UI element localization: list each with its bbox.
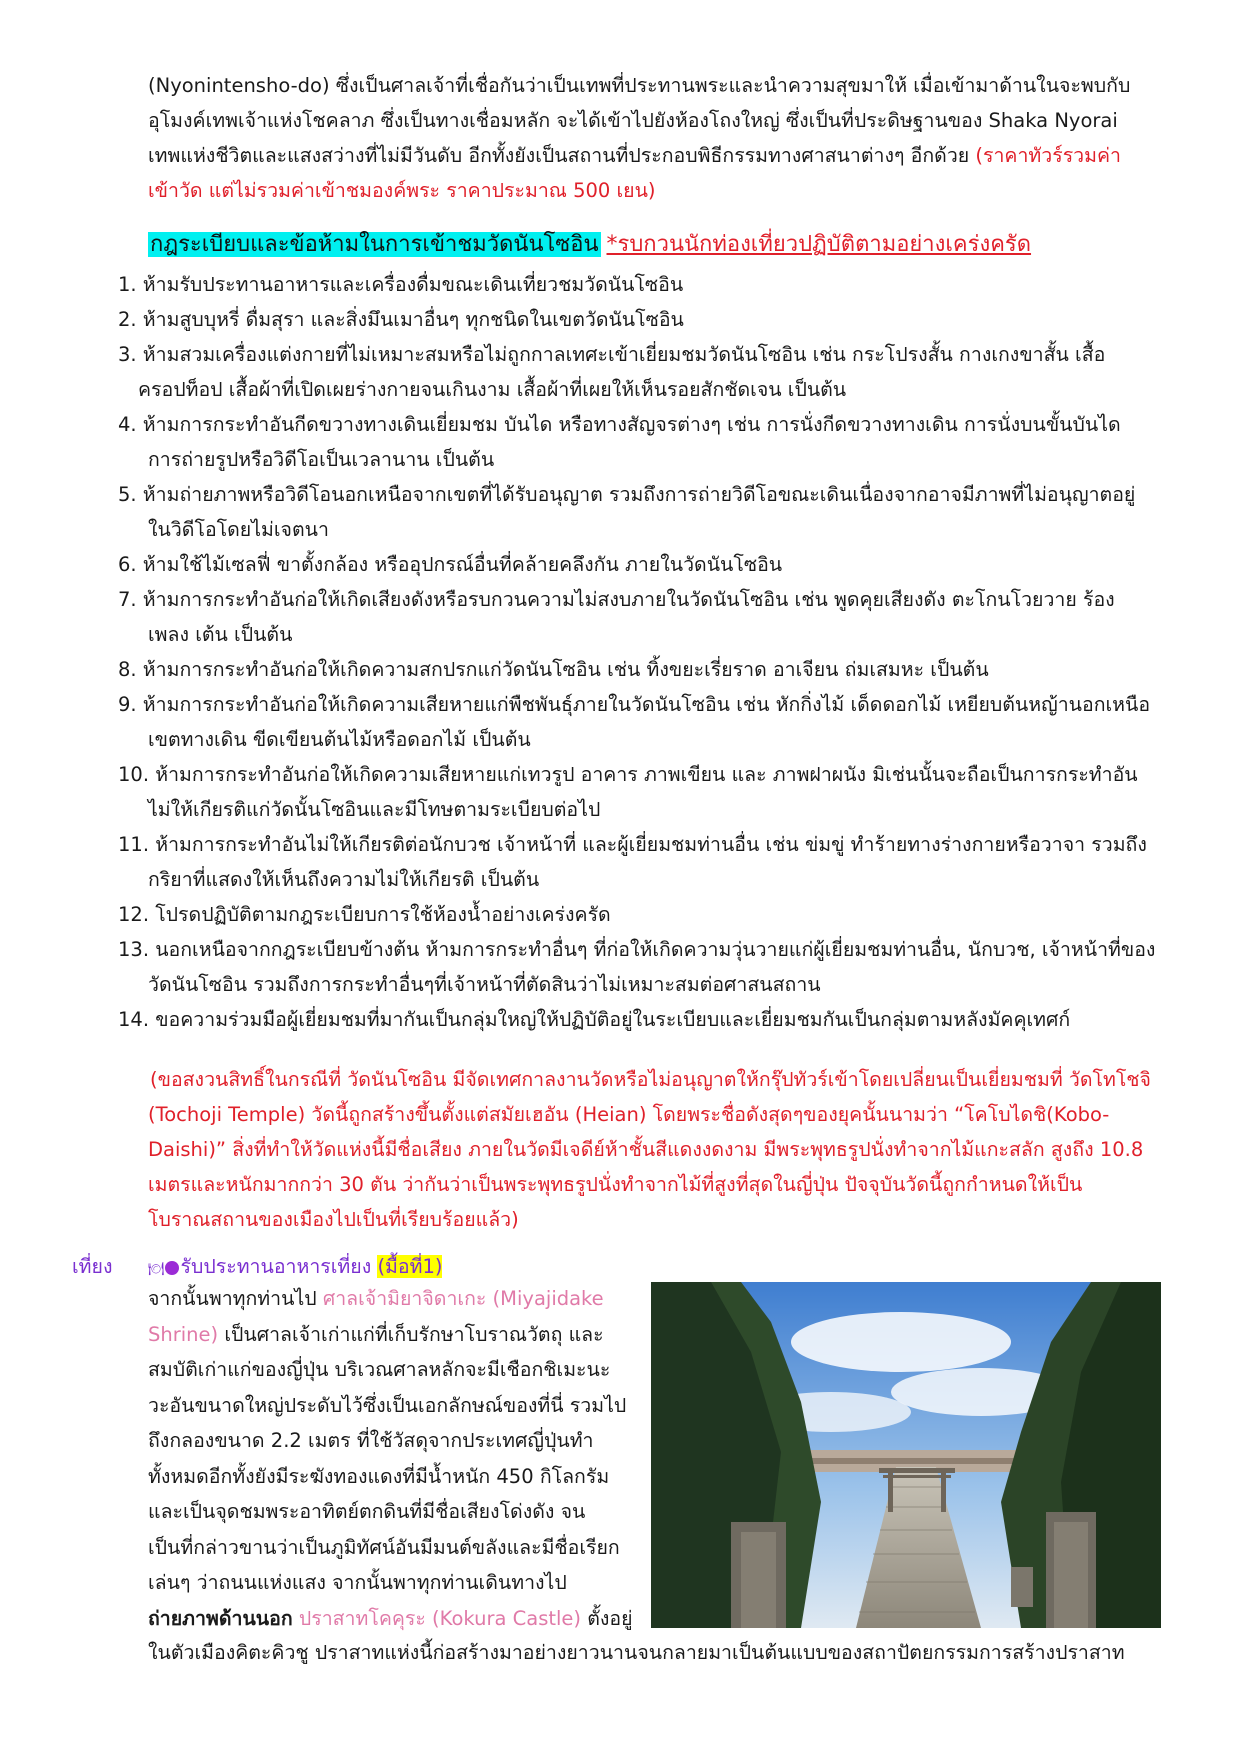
rule-item: [118, 547, 1168, 582]
shrine-photo-illustration: [651, 1282, 1161, 1628]
reservation-note: [148, 1062, 1168, 1237]
rule-text: 1. ห้ามรับประทานอาหารและเครื่องดื่มขณะเดินเที่ยวชมวัดนันโซอิน: [118, 273, 684, 296]
rules-title: กฎระเบียบและข้อห้ามในการเข้าชมวัดนันโซอิน: [150, 232, 599, 257]
rule-item: [118, 1002, 1168, 1037]
note-line: Daishi)” สิ่งที่ทำให้วัดแห่งนี้มีชื่อเสียง ภายในวัดมีเจดีย์ห้าชั้นสีแดงงดงาม มีพระพุทธรูปนั่งทำจากไม้แกะสลัก สูงถึง 10.8: [148, 1138, 1144, 1161]
shrine-text: ตั้งอยู่: [581, 1606, 633, 1630]
shrine-line: ถึงกลองขนาด 2.2 เมตร ที่ใช้วัสดุจากประเทศญี่ปุ่นทำ: [148, 1429, 594, 1452]
rule-item: [118, 897, 1168, 932]
meal-number: (มื้อที่1): [377, 1255, 443, 1278]
intro-text: เทพแห่งชีวิตและแสงสว่างที่ไม่มีวันดับ อีกทั้งยังเป็นสถานที่ประกอบพิธีกรรมทางศาสนาต่างๆ อีกด้วย: [148, 144, 976, 167]
meal-line: [148, 1251, 442, 1282]
shrine-photo: [651, 1282, 1161, 1628]
castle-description: ในตัวเมืองคิตะคิวชู ปราสาทแห่งนี้ก่อสร้างมาอย่างยาวนานจนกลายมาเป็นต้นแบบของสถาปัตยกรรมการสร้างปราสาท: [148, 1641, 1125, 1664]
shrine-name: ศาลเจ้ามิยาจิดาเกะ (Miyajidake: [322, 1287, 604, 1310]
rule-item: [118, 267, 1168, 302]
rule-text: 2. ห้ามสูบบุหรี่ ดื่มสุรา และสิ่งมึนเมาอื่นๆ ทุกชนิดในเขตวัดนันโซอิน: [118, 308, 684, 331]
rule-item: [118, 337, 1168, 407]
rule-text: 14. ขอความร่วมมือผู้เยี่ยมชมที่มากันเป็นกลุ่มใหญ่ให้ปฏิบัติอยู่ในระเบียบและเยี่ยมชมกันเป็นกลุ่มตามหลังมัคคุเทศก์: [118, 1008, 1071, 1031]
intro-paragraph: [148, 68, 1168, 208]
rule-text-cont: การถ่ายรูปหรือวิดีโอเป็นเวลานาน เป็นต้น: [148, 448, 495, 471]
meal-text: รับประทานอาหารเที่ยง: [180, 1255, 378, 1278]
shrine-line: [148, 1281, 634, 1317]
rule-text: 3. ห้ามสวมเครื่องแต่งกายที่ไม่เหมาะสมหรือไม่ถูกกาลเทศะเข้าเยี่ยมชมวัดนันโซอิน เช่น กระโปรงสั้น กางเกงขาสั้น เสื้อ: [118, 343, 1106, 366]
dot-icon: [165, 1261, 179, 1275]
shrine-line: เล่นๆ ว่าถนนแห่งแสง จากนั้นพาทุกท่านเดินทางไป: [148, 1571, 567, 1594]
time-label: เที่ยง: [72, 1255, 113, 1278]
rule-text: 8. ห้ามการกระทำอันก่อให้เกิดความสกปรกแก่วัดนันโซอิน เช่น ทิ้งขยะเรี่ยราด อาเจียน ถ่มเสมหะ เป็นต้น: [118, 658, 989, 681]
intro-line: (Nyonintensho-do) ซึ่งเป็นศาลเจ้าที่เชื่อกันว่าเป็นเทพที่ประทานพระและนำความสุขมาให้ เมื่อเข้ามาด้านในจะพบกับ: [148, 74, 1131, 97]
note-line: (ขอสงวนสิทธิ์ในกรณีที่ วัดนันโซอิน มีจัดเทศกาลงานวัดหรือไม่อนุญาตให้กรุ๊ปทัวร์เข้าโดยเปลี่ยนเป็นเยี่ยมชมที่ วัดโทโชจิ: [150, 1068, 1151, 1091]
rule-text-cont: เขตทางเดิน ขีดเขียนต้นไม้หรือดอกไม้ เป็นต้น: [148, 728, 531, 751]
rule-item: [118, 302, 1168, 337]
shrine-name: Shrine): [148, 1322, 219, 1346]
rule-text: 9. ห้ามการกระทำอันก่อให้เกิดความเสียหายแก่พืชพันธุ์ภายในวัดนันโซอิน เช่น หักกิ่งไม้ เด็ดดอกไม้ เหยียบต้นหญ้านอกเหนือ: [118, 693, 1151, 716]
rule-text: 7. ห้ามการกระทำอันก่อให้เกิดเสียงดังหรือรบกวนความไม่สงบภายในวัดนันโซอิน เช่น พูดคุยเสียงดัง ตะโกนโวยวาย ร้อง: [118, 588, 1115, 611]
rule-item: [118, 687, 1168, 757]
shrine-line: ทั้งหมดอีกทั้งยังมีระฆังทองแดงที่มีน้ำหนัก 450 กิโลกรัม: [148, 1464, 610, 1488]
rule-text-cont: วัดนันโซอิน รวมถึงการกระทำอื่นๆที่เจ้าหน้าที่ตัดสินว่าไม่เหมาะสมต่อศาสนสถาน: [148, 973, 821, 996]
rule-text-cont: ครอปท็อป เสื้อผ้าที่เปิดเผยร่างกายจนเกินงาม เสื้อผ้าที่เผยให้เห็นรอยสักชัดเจน เป็นต้น: [138, 378, 847, 401]
shrine-line: สมบัติเก่าแก่ของญี่ปุ่น บริเวณศาลหลักจะมีเชือกชิเมะนะ: [148, 1358, 611, 1381]
rule-text: 5. ห้ามถ่ายภาพหรือวิดีโอนอกเหนือจากเขตที่ได้รับอนุญาต รวมถึงการถ่ายวิดีโอขณะเดินเนื่องจากอาจมีภาพที่ไม่อนุญาตอยู่: [118, 483, 1136, 506]
shrine-line: วะอันขนาดใหญ่ประดับไว้ซึ่งเป็นเอกลักษณ์ของที่นี่ รวมไป: [148, 1393, 627, 1417]
intro-line: อุโมงค์เทพเจ้าแห่งโชคลาภ ซึ่งเป็นทางเชื่อมหลัก จะได้เข้าไปยังห้องโถงใหญ่ ซึ่งเป็นที่ประดิษฐานของ Shaka Nyorai: [148, 109, 1118, 132]
note-line: (Tochoji Temple) วัดนี้ถูกสร้างขึ้นตั้งแต่สมัยเฮอัน (Heian) โดยพระชื่อดังสุดๆของยุคนั้นนามว่า “โคโบไดชิ(Kobo-: [148, 1103, 1110, 1126]
shrine-line: [148, 1317, 634, 1353]
rule-text-cont: กริยาที่แสดงให้เห็นถึงความไม่ให้เกียรติ เป็นต้น: [148, 868, 540, 891]
rule-item: [118, 582, 1168, 652]
intro-line: [148, 138, 1168, 173]
rule-item: [118, 757, 1168, 827]
shrine-text: จากนั้นพาทุกท่านไป: [148, 1287, 323, 1310]
rule-item: [118, 827, 1168, 897]
rule-item: [118, 652, 1168, 687]
shrine-text: เป็นศาลเจ้าเก่าแก่ที่เก็บรักษาโบราณวัตถุ และ: [218, 1322, 604, 1346]
note-line: โบราณสถานของเมืองไปเป็นที่เรียบร้อยแล้ว): [148, 1208, 519, 1231]
shrine-line: เป็นที่กล่าวขานว่าเป็นภูมิทัศน์อันมีมนต์ขลังและมีชื่อเรียก: [148, 1535, 620, 1559]
rules-heading: [148, 228, 1031, 262]
rule-text-cont: ไม่ให้เกียรติแก่วัดนั้นโซอินและมีโทษตามระเบียบต่อไป: [148, 798, 601, 821]
shrine-line: และเป็นจุดชมพระอาทิตย์ตกดินที่มีชื่อเสียงโด่งดัง จน: [148, 1500, 586, 1523]
rule-text: 11. ห้ามการกระทำอันไม่ให้เกียรติต่อนักบวช เจ้าหน้าที่ และผู้เยี่ยมชมท่านอื่น เช่น ข่มขู่ ทำร้ายทางร่างกายหรือวาจา รวมถึง: [118, 833, 1147, 856]
shrine-description: [148, 1281, 634, 1636]
shrine-line: [148, 1601, 634, 1637]
rule-text: 10. ห้ามการกระทำอันก่อให้เกิดความเสียหายแก่เทวรูป อาคาร ภาพเขียน และ ภาพฝาผนัง มิเช่นนั้นจะถือเป็นการกระทำอัน: [118, 763, 1138, 786]
rule-item: [118, 932, 1168, 1002]
castle-name: ปราสาทโคคุระ (Kokura Castle): [292, 1606, 582, 1630]
rule-text: 4. ห้ามการกระทำอันกีดขวางทางเดินเยี่ยมชม บันได หรือทางสัญจรต่างๆ เช่น การนั่งกีดขวางทางเดิน การนั่งบนขั้นบันได: [118, 413, 1121, 436]
rules-list: [118, 267, 1168, 1037]
rule-item: [118, 407, 1168, 477]
price-note: (ราคาทัวร์รวมค่า: [975, 144, 1121, 167]
rule-text: 13. นอกเหนือจากกฎระเบียบข้างต้น ห้ามการกระทำอื่นๆ ที่ก่อให้เกิดความวุ่นวายแก่ผู้เยี่ยมชมท่านอื่น, นักบวช, เจ้าหน้าที่ของ: [118, 938, 1156, 961]
photo-stop: ถ่ายภาพด้านนอก: [148, 1606, 293, 1630]
price-note: เข้าวัด แต่ไม่รวมค่าเข้าชมองค์พระ ราคาประมาณ 500 เยน): [148, 179, 656, 202]
note-line: เมตรและหนักมากกว่า 30 ตัน ว่ากันว่าเป็นพระพุทธรูปนั่งทำจากไม้ที่สูงที่สุดในญี่ปุ่น ปัจจุบันวัดนี้ถูกกำหนดให้เป็น: [148, 1173, 1083, 1196]
rule-text-cont: ในวิดีโอโดยไม่เจตนา: [148, 518, 329, 541]
rule-text-cont: เพลง เต้น เป็นต้น: [148, 623, 293, 646]
rules-subtitle: *รบกวนนักท่องเที่ยวปฏิบัติตามอย่างเคร่งครัด: [606, 232, 1032, 257]
meal-icon: 🍽: [148, 1262, 165, 1277]
rule-text: 12. โปรดปฏิบัติตามกฎระเบียบการใช้ห้องน้ำอย่างเคร่งครัด: [118, 903, 611, 926]
rule-text: 6. ห้ามใช้ไม้เซลฟี่ ขาตั้งกล้อง หรืออุปกรณ์อื่นที่คล้ายคลึงกัน ภายในวัดนันโซอิน: [118, 553, 783, 576]
rule-item: [118, 477, 1168, 547]
